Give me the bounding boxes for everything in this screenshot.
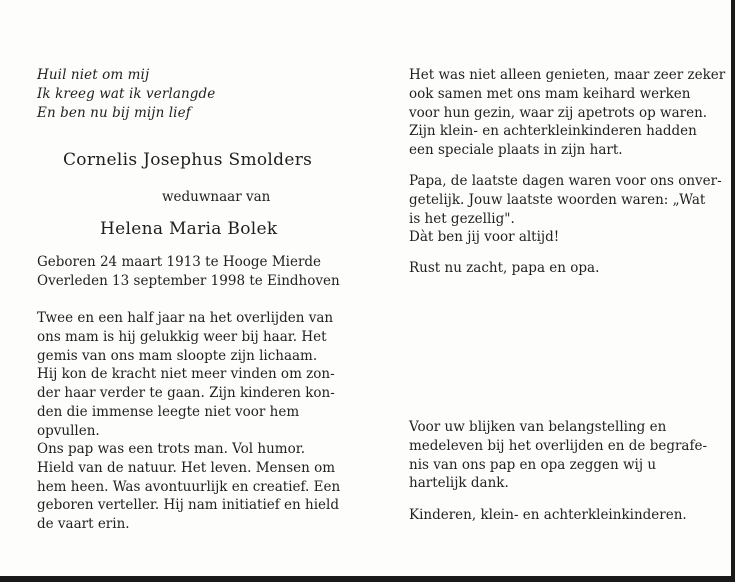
text-line: Zijn klein- en achterkleinkinderen hadden	[409, 123, 697, 140]
deceased-name: Cornelis Josephus Smolders	[63, 150, 313, 170]
text-line: Papa, de laatste dagen waren voor ons onver-	[409, 173, 722, 189]
poem-line: En ben nu bij mijn lief	[37, 105, 191, 121]
right-paragraph-5	[409, 506, 687, 525]
text-line: ook samen met ons mam keihard werken	[409, 85, 691, 102]
text-line: Twee en een half jaar na het overlijden van	[37, 310, 334, 326]
text-line: medeleven bij het overlijden en de begrafe-	[409, 437, 708, 454]
text-line: nis van ons pap en opa zeggen wij u	[409, 456, 657, 473]
right-paragraph-3	[409, 259, 599, 278]
text-line: gemis van ons mam sloopte zijn lichaam.	[37, 347, 318, 364]
text-line: hem heen. Was avontuurlijk en creatief. Een	[37, 478, 341, 495]
relation-text: weduwnaar van	[162, 189, 271, 205]
life-dates	[37, 253, 340, 291]
text-line: hartelijk dank.	[409, 475, 509, 492]
text-line: is het gezellig".	[409, 210, 515, 227]
poem-line: Huil niet om mij	[37, 67, 150, 83]
death-line: Overleden 13 september 1998 te Eindhoven	[37, 273, 340, 289]
text-line: Het was niet alleen genieten, maar zeer zeker	[409, 67, 726, 83]
text-line: Kinderen, klein- en achterkleinkinderen.	[409, 507, 687, 523]
right-paragraph-2	[409, 172, 722, 247]
right-paragraph-1	[409, 66, 725, 160]
left-paragraph-2	[37, 440, 340, 534]
spouse-name: Helena Maria Bolek	[100, 219, 278, 239]
text-line: Dàt ben jij voor altijd!	[409, 229, 560, 246]
text-line: voor hun gezin, waar zij apetrots op waren.	[409, 104, 708, 121]
text-line: Rust nu zacht, papa en opa.	[409, 260, 600, 276]
text-line: Ons pap was een trots man. Vol humor.	[37, 441, 305, 457]
scan-edge-right	[731, 0, 735, 582]
poem-line: Ik kreeg wat ik verlangde	[37, 86, 216, 102]
text-line: der haar verder te gaan. Zijn kinderen kon-	[37, 385, 335, 402]
text-line: opvullen.	[37, 422, 100, 439]
text-line: Hield van de natuur. Het leven. Mensen om	[37, 459, 336, 476]
scan-edge-bottom	[0, 576, 735, 582]
text-line: de vaart erin.	[37, 516, 130, 533]
text-line: den die immense leegte niet voor hem	[37, 403, 300, 420]
text-line: Voor uw blijken van belangstelling en	[409, 419, 667, 435]
text-line: Hij kon de kracht niet meer vinden om zon-	[37, 366, 335, 383]
text-line: een speciale plaats in zijn hart.	[409, 142, 623, 159]
text-line: ons mam is hij gelukkig weer bij haar. Het	[37, 328, 327, 345]
text-line: geboren verteller. Hij nam initiatief en hield	[37, 497, 339, 514]
left-paragraph-1	[37, 309, 335, 441]
text-line: getelijk. Jouw laatste woorden waren: „Wat	[409, 191, 706, 208]
right-paragraph-4	[409, 418, 707, 493]
poem	[37, 66, 215, 123]
birth-line: Geboren 24 maart 1913 te Hooge Mierde	[37, 254, 322, 270]
